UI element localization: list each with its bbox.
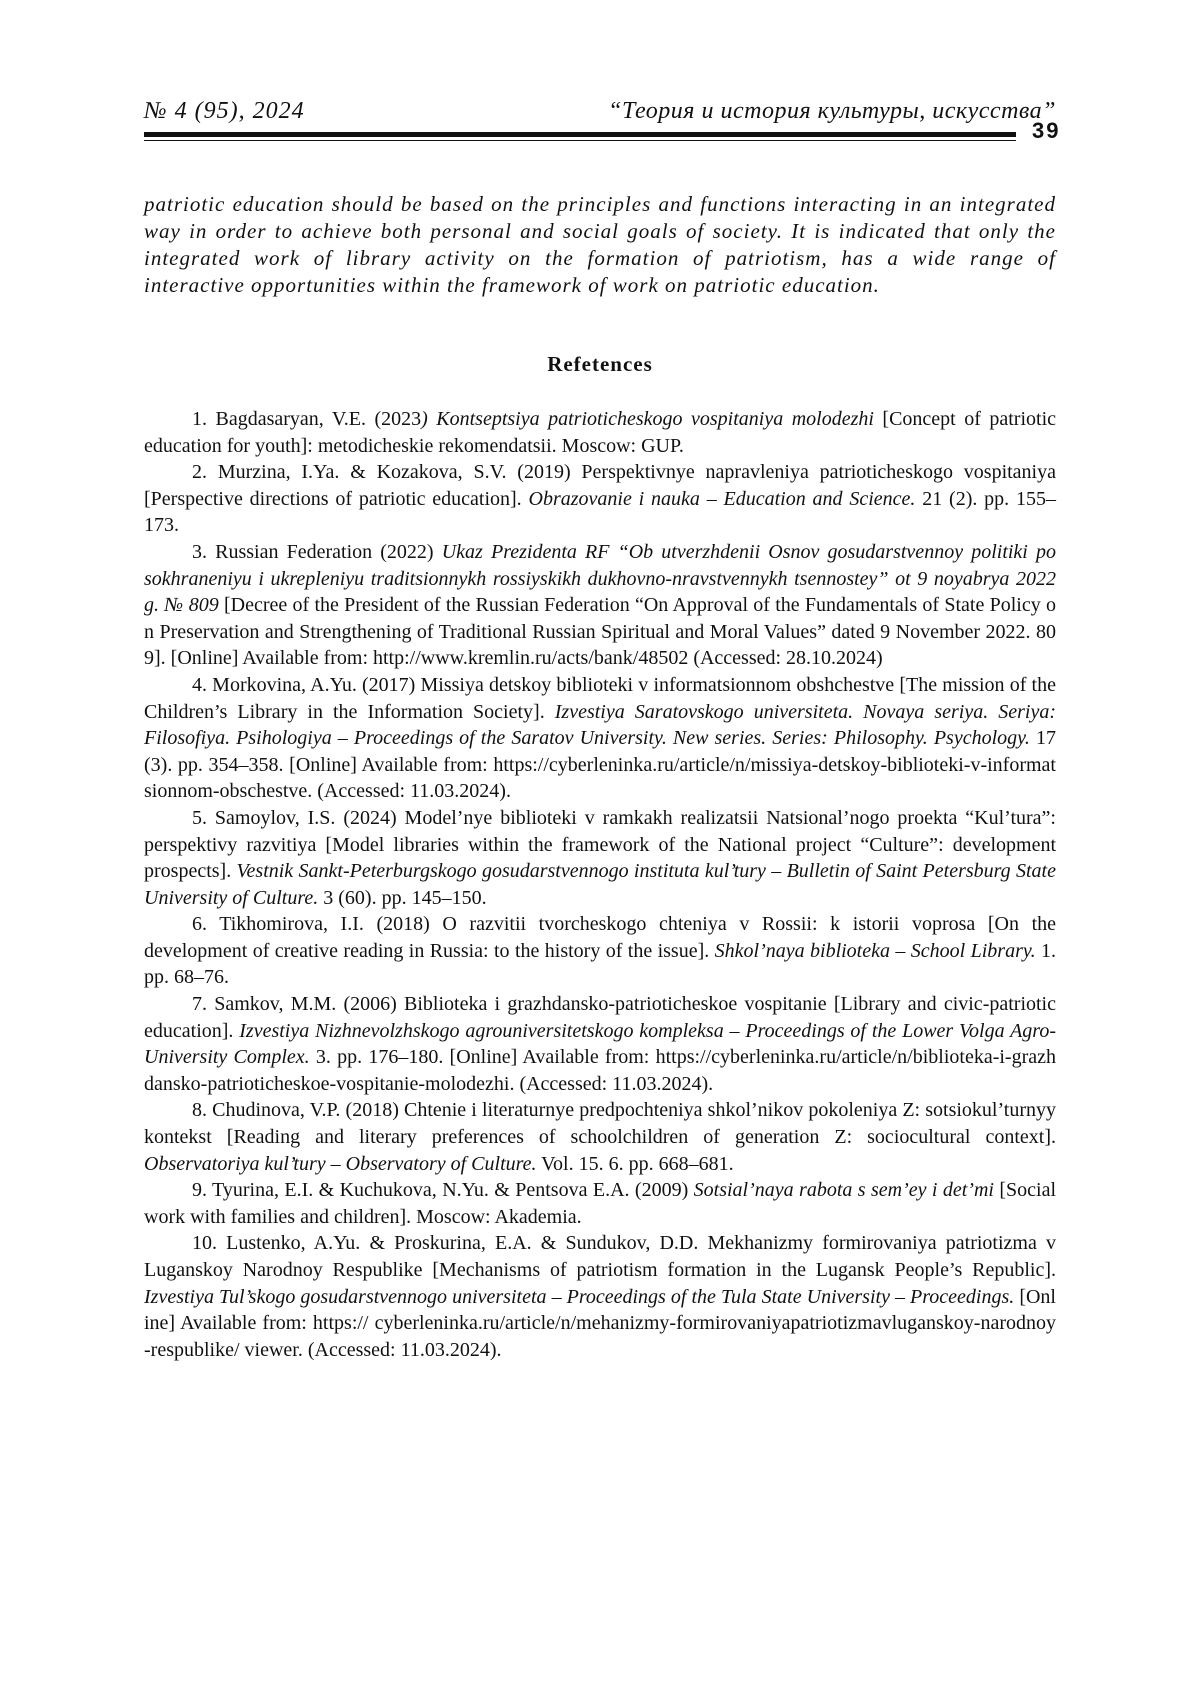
header-rule-thin — [144, 140, 1016, 141]
issue-number: № 4 (95), 2024 — [144, 98, 305, 124]
reference-item: 2. Murzina, I.Ya. & Kozakova, S.V. (2019) Perspektivnye napravleniya patrioticheskogo vospitaniya [Perspective directions of patriotic education]. Obrazovanie i nauka – Education and Science. 21 (2). pp. 155–173. — [144, 461, 1057, 537]
reference-item: 1. Bagdasaryan, V.E. (2023) Kontseptsiya patrioticheskogo vospitaniya molodezhi [Concept of patriotic education for youth]: metodicheskie rekomendatsii. Moscow: GUP. — [144, 408, 1057, 457]
reference-item: 6. Tikhomirova, I.I. (2018) O razvitii tvorcheskogo chteniya v Rossii: k istorii voprosa [On the development of creative reading in Russia: to the history of the issue]. Shkol’naya biblioteka – School Library. 1. pp. 68–76. — [144, 913, 1057, 989]
header-rule-thick — [144, 132, 1016, 137]
abstract-text: patriotic education should be based on the principles and functions interacting in an integrated way in order to achieve both personal and social goals of society. It is indicated that only the integrated work of library activity on the formation of patriotism, has a wide range of interactive opportunities within the framework of work on patriotic education. — [144, 192, 1056, 297]
reference-item: 9. Tyurina, E.I. & Kuchukova, N.Yu. & Pentsova E.A. (2009) Sotsial’naya rabota s sem’ey i det’mi [Social work with families and children]. Moscow: Akademia. — [144, 1179, 1057, 1228]
reference-item: 5. Samoylov, I.S. (2024) Model’nye biblioteki v ramkakh realizatsii Natsional’nogo proekta “Kul’tura”: perspektivy razvitiya [Model libraries within the framework of the National project “Culture”: development prospects]. Vestnik Sankt-Peterburgskogo gosudarstvennogo instituta kul’tury – Bulletin of Saint Petersburg State University of Culture. 3 (60). pp. 145–150. — [144, 806, 1056, 909]
reference-item: 8. Chudinova, V.P. (2018) Chtenie i literaturnye predpochteniya shkol’nikov pokoleniya Z: sotsiokul’turnyy kontekst [Reading and literary preferences of schoolchildren of generation Z: sociocultural context]. Observatoriya kul’tury – Observatory of Culture. Vol. 15. 6. pp. 668–681. — [144, 1099, 1056, 1175]
reference-item: 3. Russian Federation (2022) Ukaz Prezidenta RF “Ob utverzhdenii Osnov gosudarstvennoy politiki po sokhraneniyu i ukrepleniyu traditsionnykh rossiyskikh dukhovno-nravstvennykh tsennostey” ot 9 noyabrya 2022 g. № 809 [Decree of the President of the Russian Federation “On Approval of the Fundamentals of State Policy on Preservation and Strengthening of Traditional Russian Spiritual and Moral Values” dated 9 November 2022. 809]. [Online] Available from: http://www.kremlin.ru/acts/bank/48502 (Accessed: 28.10.2024) — [144, 540, 1057, 670]
page-number: 39 — [1032, 118, 1061, 143]
reference-item: 10. Lustenko, A.Yu. & Proskurina, E.A. & Sundukov, D.D. Mekhanizmy formirovaniya patriotizma v Luganskoy Narodnoy Respublike [Mechanisms of patriotism formation in the Lugansk People’s Republic]. Izvestiya Tul’skogo gosudarstvennogo universiteta – Proceedings of the Tula State University – Proceedings. [Online] Available from: https:// cyberleninka.ru/article/n/mehanizmy-formirovaniyapatriotizmavluganskoy-narodnoy-respublike/ viewer. (Accessed: 11.03.2024). — [144, 1232, 1056, 1361]
references-list — [144, 406, 1056, 1363]
reference-item: 4. Morkovina, A.Yu. (2017) Missiya detskoy biblioteki v informatsionnom obshchestve [The mission of the Children’s Library in the Information Society]. Izvestiya Saratovskogo universiteta. Novaya seriya. Seriya: Filosofiya. Psihologiya – Proceedings of the Saratov University. New series. Series: Philosophy. Psychology. 17 (3). pp. 354–358. [Online] Available from: https://cyberleninka.ru/article/n/missiya-detskoy-biblioteki-v-informatsionnom-obschestve. (Accessed: 11.03.2024). — [144, 673, 1057, 803]
journal-title: “Теория и история культуры, искусства” — [608, 98, 1056, 124]
references-heading: Refetences — [547, 352, 653, 376]
reference-item: 7. Samkov, M.M. (2006) Biblioteka i grazhdansko-patrioticheskoe vospitanie [Library and civic-patriotic education]. Izvestiya Nizhnevolzhskogo agrouniversitetskogo kompleksa – Proceedings of the Lower Volga Agro-University Complex. 3. pp. 176–180. [Online] Available from: https://cyberleninka.ru/article/n/biblioteka-i-grazhdansko-patrioticheskoe-vospitanie-molodezhi. (Accessed: 11.03.2024). — [144, 993, 1057, 1095]
